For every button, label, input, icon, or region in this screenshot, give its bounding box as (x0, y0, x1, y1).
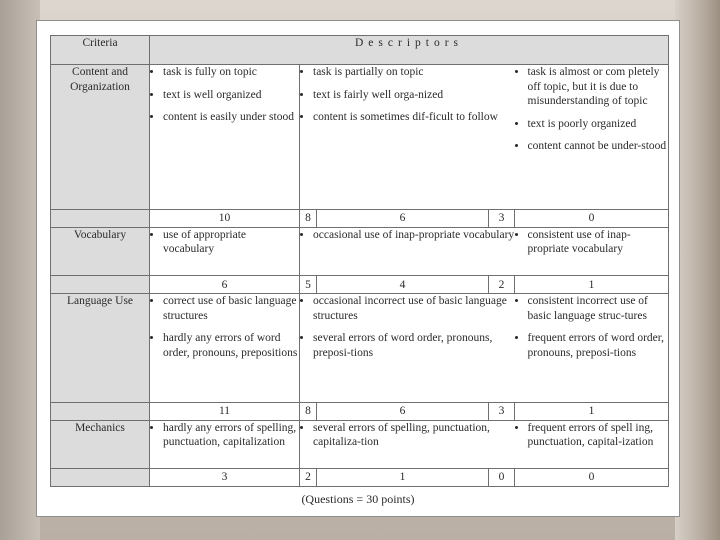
score-value: 1 (317, 469, 489, 487)
criterion-row-mechanics (51, 420, 669, 469)
descriptor-list (515, 228, 669, 257)
descriptor-item: • hardly any errors of word order, pronouns, prepositions (163, 331, 299, 360)
criterion-label: Content and Organization (51, 65, 150, 210)
score-row (51, 469, 669, 487)
background-left (0, 0, 40, 540)
score-row-spacer (51, 209, 150, 227)
descriptor-cell (150, 294, 300, 402)
score-value: 1 (515, 402, 669, 420)
descriptor-item: • occasional use of inap-propriate vocabulary (313, 228, 515, 243)
score-value: 0 (515, 209, 669, 227)
descriptor-item: • occasional incorrect use of basic language structures (313, 294, 515, 323)
score-value: 5 (300, 276, 317, 294)
descriptor-item: • text is poorly organized (528, 117, 669, 132)
descriptor-cell (150, 65, 300, 210)
slide-frame (36, 20, 680, 517)
score-value: 1 (515, 276, 669, 294)
score-value: 0 (489, 469, 515, 487)
score-row-spacer (51, 469, 150, 487)
descriptor-cell (300, 65, 515, 210)
score-row-spacer (51, 402, 150, 420)
descriptor-item: • several errors of word order, pronouns, preposi-tions (313, 331, 515, 360)
descriptor-item: • hardly any errors of spelling, punctuation, capitalization (163, 421, 299, 450)
criterion-row-language-use (51, 294, 669, 402)
score-value: 11 (150, 402, 300, 420)
score-row (51, 402, 669, 420)
descriptor-cell (150, 227, 300, 275)
descriptor-item: • text is well organized (163, 88, 299, 103)
descriptor-cell (300, 294, 515, 402)
descriptor-cell (515, 65, 669, 210)
descriptor-list (515, 421, 669, 450)
descriptor-item: • consistent use of inap-propriate vocabulary (528, 228, 669, 257)
descriptor-item: • content is sometimes dif-ficult to follow (313, 110, 515, 125)
descriptor-cell (515, 227, 669, 275)
score-value: 3 (489, 402, 515, 420)
criterion-label: Vocabulary (51, 227, 150, 275)
descriptor-item: • several errors of spelling, punctuation, capitaliza-tion (313, 421, 515, 450)
criterion-label: Language Use (51, 294, 150, 402)
descriptor-item: • consistent incorrect use of basic language struc-tures (528, 294, 669, 323)
descriptor-list (150, 294, 299, 360)
descriptor-item: • text is fairly well orga-nized (313, 88, 515, 103)
descriptor-list (300, 421, 515, 450)
score-value: 4 (317, 276, 489, 294)
descriptor-item: • frequent errors of word order, pronouns, preposi-tions (528, 331, 669, 360)
header-row (51, 36, 669, 65)
descriptors-header: Descriptors (150, 36, 669, 65)
points-caption: (Questions = 30 points) (301, 492, 415, 506)
descriptor-item: • use of appropriate vocabulary (163, 228, 299, 257)
descriptor-list (150, 228, 299, 257)
score-row (51, 209, 669, 227)
descriptor-item: • frequent errors of spell ing, punctuation, capital-ization (528, 421, 669, 450)
descriptor-item: • correct use of basic language structures (163, 294, 299, 323)
descriptor-list (300, 228, 515, 243)
score-value: 8 (300, 209, 317, 227)
descriptor-list (515, 294, 669, 360)
descriptor-cell (515, 294, 669, 402)
score-value: 2 (300, 469, 317, 487)
descriptor-cell (515, 420, 669, 469)
score-row (51, 276, 669, 294)
score-value: 3 (489, 209, 515, 227)
descriptor-item: • task is fully on topic (163, 65, 299, 80)
background-right (675, 0, 720, 540)
score-value: 6 (317, 209, 489, 227)
descriptor-item: • content is easily under stood (163, 110, 299, 125)
criterion-row-content-and-organization (51, 65, 669, 210)
descriptor-item: • task is partially on topic (313, 65, 515, 80)
descriptor-list (150, 65, 299, 125)
descriptor-cell (300, 420, 515, 469)
descriptor-list (515, 65, 669, 154)
descriptor-item: • content cannot be under-stood (528, 139, 669, 154)
descriptor-cell (150, 420, 300, 469)
descriptor-list (300, 65, 515, 125)
criteria-header: Criteria (51, 36, 150, 65)
score-value: 6 (150, 276, 300, 294)
score-value: 3 (150, 469, 300, 487)
rubric-table (50, 35, 669, 487)
descriptor-item: • task is almost or com pletely off topic, but it is due to misunderstanding of topic (528, 65, 669, 109)
descriptor-list (300, 294, 515, 360)
score-value: 10 (150, 209, 300, 227)
score-row-spacer (51, 276, 150, 294)
descriptor-list (150, 421, 299, 450)
criterion-row-vocabulary (51, 227, 669, 275)
descriptor-cell (300, 227, 515, 275)
score-value: 2 (489, 276, 515, 294)
score-value: 8 (300, 402, 317, 420)
criterion-label: Mechanics (51, 420, 150, 469)
score-value: 6 (317, 402, 489, 420)
score-value: 0 (515, 469, 669, 487)
